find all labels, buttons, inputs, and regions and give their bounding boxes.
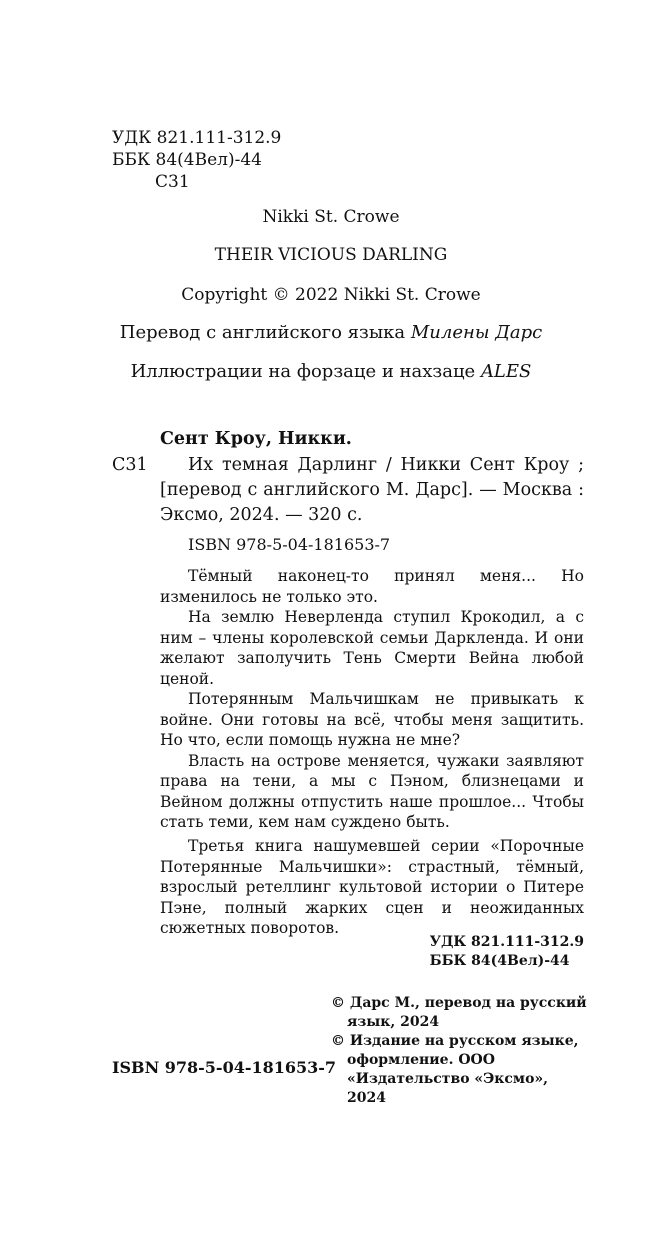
series-note [160, 836, 584, 939]
entry-heading: Сент Кроу, Никки. [160, 429, 352, 449]
annotation [160, 566, 584, 833]
illustrator-name: ALES [480, 361, 532, 382]
entry-isbn: ISBN 978-5-04-181653-7 [188, 535, 391, 554]
bbk-code: ББК 84(4Вел)-44 [112, 150, 262, 170]
annotation-paragraph: Тёмный наконец-то принял меня... Но изменилось не только это. [160, 567, 584, 606]
annotation-paragraph: На землю Неверленда ступил Крокодил, а с ним – члены королевской семьи Даркленда. И они желают заполучить Тень Смерти Вейна любой ценой. [160, 608, 584, 688]
original-copyright: Copyright © 2022 Nikki St. Crowe [181, 285, 481, 305]
entry-description-text: Их темная Дарлинг / Никки Сент Кроу ; [перевод с английского М. Дарс]. — Москва : Эксмо, 2024. — 320 с. [160, 455, 584, 525]
translation-prefix: Перевод с английского языка [119, 322, 406, 343]
illustration-credit [0, 361, 662, 382]
entry-description [160, 453, 584, 528]
series-note-text: Третья книга нашумевшей серии «Порочные Потерянные Мальчишки»: страстный, тёмный, взрослый ретеллинг культовой истории о Питере Пэне, полный жарких сцен и неожиданных сюжетных поворотов. [160, 837, 584, 937]
codes-right [430, 933, 584, 971]
bbk-code-right: ББК 84(4Вел)-44 [429, 953, 570, 969]
isbn-bottom: ISBN 978-5-04-181653-7 [112, 1058, 337, 1077]
udk-code: УДК 821.111-312.9 [112, 128, 282, 148]
original-title: THEIR VICIOUS DARLING [214, 245, 448, 265]
copyright-translation: © Дарс М., перевод на русский язык, 2024 [331, 995, 587, 1030]
annotation-paragraph: Потерянным Мальчишкам не привыкать к войне. Они готовы на всё, чтобы меня защитить. Но что, если помощь нужна не мне? [160, 690, 584, 749]
entry-code: С31 [112, 455, 148, 475]
illustration-prefix: Иллюстрации на форзаце и нахзаце [130, 361, 476, 382]
translator-name: Милены Дарс [410, 322, 543, 343]
copyright-block [331, 994, 591, 1108]
annotation-paragraph: Власть на острове меняется, чужаки заявляют права на тени, а мы с Пэном, близнецами и Вейном должны отпустить наше прошлое... Чтобы стать теми, кем нам суждено быть. [160, 751, 584, 831]
udk-code-right: УДК 821.111-312.9 [429, 934, 584, 950]
copyright-edition: © Издание на русском языке, оформление. ООО «Издательство «Эксмо», 2024 [331, 1033, 579, 1106]
author-mark: С31 [155, 172, 190, 192]
translation-credit [0, 322, 662, 343]
original-author: Nikki St. Crowe [262, 207, 400, 227]
